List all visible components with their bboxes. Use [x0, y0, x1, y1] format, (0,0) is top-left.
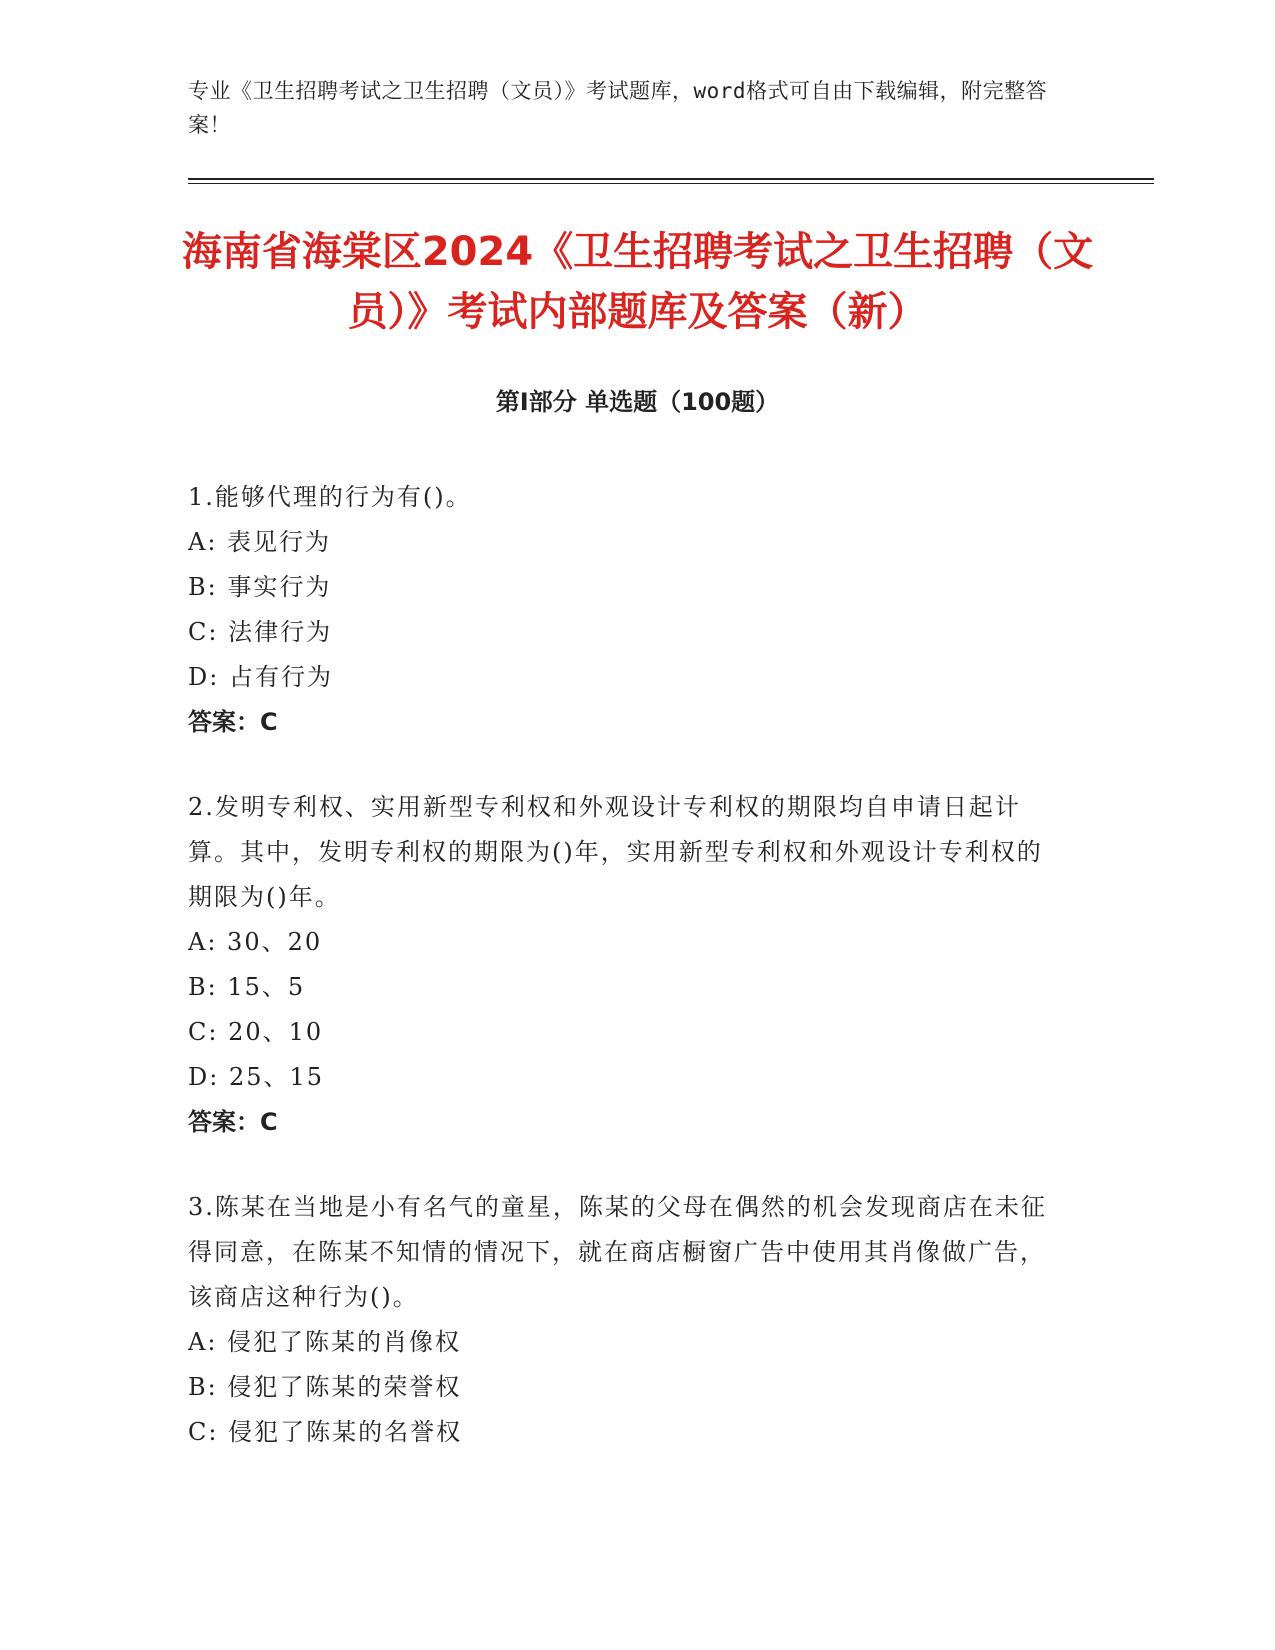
question-1	[188, 475, 1068, 745]
option-a: A: 30、20	[188, 928, 323, 956]
option-b: B: 侵犯了陈某的荣誉权	[188, 1373, 462, 1401]
option-a: A: 表见行为	[188, 528, 332, 556]
section-title: 第Ⅰ部分 单选题（100题）	[495, 388, 780, 416]
option-c: C: 法律行为	[188, 618, 333, 646]
option-b: B: 15、5	[188, 973, 306, 1001]
header-divider-thick	[188, 178, 1154, 180]
answer: 答案：C	[188, 1108, 278, 1136]
option-a: A: 侵犯了陈某的肖像权	[188, 1328, 462, 1356]
option-d: D: 占有行为	[188, 663, 333, 691]
option-b: B: 事实行为	[188, 573, 332, 601]
question-list	[188, 475, 1068, 1495]
question-stem: 1.能够代理的行为有()。	[188, 483, 472, 511]
document-title: 海南省海棠区2024《卫生招聘考试之卫生招聘（文员）》考试内部题库及答案（新）	[181, 229, 1094, 335]
header-divider-thin	[188, 183, 1154, 184]
question-3	[188, 1185, 1068, 1455]
option-c: C: 侵犯了陈某的名誉权	[188, 1418, 463, 1446]
question-stem: 3.陈某在当地是小有名气的童星，陈某的父母在偶然的机会发现商店在未征得同意，在陈某不知情的情况下，就在商店橱窗广告中使用其肖像做广告，该商店这种行为()。	[188, 1193, 1047, 1311]
answer: 答案：C	[188, 708, 278, 736]
header-note: 专业《卫生招聘考试之卫生招聘（文员）》考试题库，word格式可自由下载编辑，附完整答案！	[188, 79, 1048, 137]
question-stem: 2.发明专利权、实用新型专利权和外观设计专利权的期限均自申请日起计算。其中，发明专利权的期限为()年，实用新型专利权和外观设计专利权的期限为()年。	[188, 793, 1043, 911]
option-c: C: 20、10	[188, 1018, 324, 1046]
option-d: D: 25、15	[188, 1063, 325, 1091]
question-2	[188, 785, 1068, 1145]
